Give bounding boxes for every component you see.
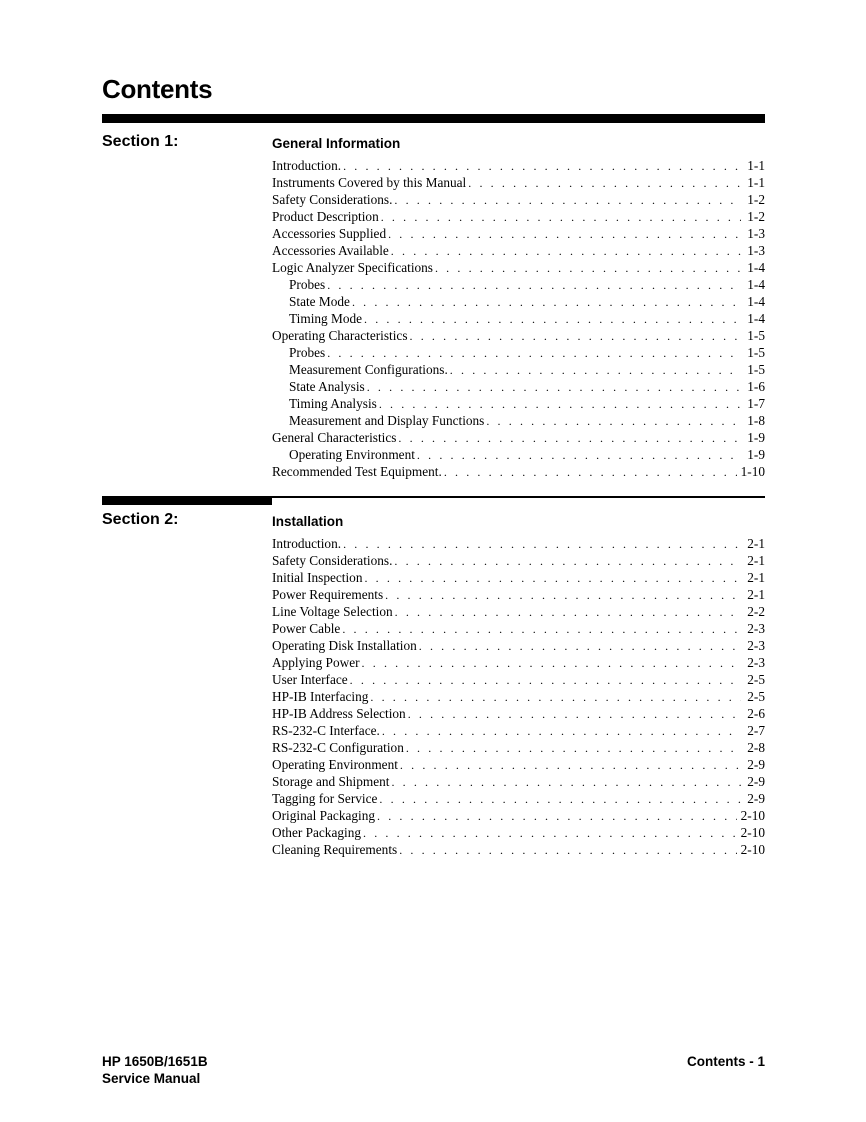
page-title: Contents [102,74,213,104]
toc-entry-label: RS-232-C Configuration [272,740,404,755]
toc-entry-page: 1-7 [747,396,765,411]
toc-entry[interactable] [272,191,765,208]
toc-entry-label: Accessories Available [272,243,389,258]
toc-entry-label: Measurement and Display Functions [289,413,485,428]
toc-leader-dots [391,774,741,791]
toc-entry-label: General Characteristics [272,430,397,445]
toc-entry-page: 1-10 [740,464,765,479]
toc-entry-page: 2-3 [747,655,765,670]
toc-entry-label: Other Packaging [272,825,361,840]
toc-entry-label: Introduction. [272,158,342,173]
toc-leader-dots [391,243,741,260]
toc-entry-page: 1-9 [747,430,765,445]
toc-entry[interactable] [272,225,765,242]
toc-entry[interactable] [272,395,765,412]
toc-entry[interactable] [272,157,765,174]
toc-entry-label: Measurement Configurations. [289,362,448,377]
toc-leader-dots [382,723,741,740]
section-2-label: Section 2: [102,511,179,528]
toc-entry[interactable] [272,242,765,259]
toc-entry-label: Power Requirements [272,587,384,602]
toc-entry[interactable] [272,293,765,310]
toc-entry-label: Operating Environment [272,757,398,772]
toc-entry[interactable] [272,841,765,858]
section-2-rule-thick [102,496,272,505]
toc-entry-label: Original Packaging [272,808,376,823]
toc-entry[interactable] [272,361,765,378]
toc-leader-dots [435,260,741,277]
toc-leader-dots [327,345,741,362]
toc-entry-label: HP-IB Interfacing [272,689,369,704]
toc-entry-label: Timing Analysis [289,396,377,411]
toc-leader-dots [385,587,741,604]
toc-entry-page: 2-1 [747,570,765,585]
toc-entry[interactable] [272,412,765,429]
toc-entry-page: 2-3 [747,638,765,653]
toc-leader-dots [408,706,741,723]
toc-entry[interactable] [272,739,765,756]
toc-leader-dots [342,621,741,638]
toc-leader-dots [377,808,737,825]
toc-entry-label: State Mode [289,294,350,309]
toc-entry-page: 1-3 [747,226,765,241]
toc-leader-dots [364,570,741,587]
toc-entry-page: 2-3 [747,621,765,636]
toc-leader-dots [400,757,741,774]
toc-leader-dots [410,328,741,345]
toc-entry[interactable] [272,603,765,620]
toc-leader-dots [379,396,741,413]
toc-leader-dots [419,638,741,655]
toc-leader-dots [379,791,741,808]
section-2-heading: Installation [272,514,344,529]
toc-entry[interactable] [272,773,765,790]
toc-leader-dots [350,672,741,689]
toc-entry[interactable] [272,790,765,807]
toc-entry-page: 1-4 [747,294,765,309]
toc-leader-dots [352,294,741,311]
toc-entry-label: State Analysis [289,379,365,394]
toc-entry-page: 1-5 [747,328,765,343]
toc-leader-dots [381,209,741,226]
toc-entry-page: 2-5 [747,672,765,687]
toc-leader-dots [486,413,741,430]
toc-entry-page: 2-10 [740,842,765,857]
toc-entry-page: 2-10 [740,825,765,840]
toc-leader-dots [370,689,741,706]
toc-entry-label: Safety Considerations. [272,553,393,568]
toc-entry[interactable] [272,637,765,654]
toc-entry-page: 2-7 [747,723,765,738]
toc-entry[interactable] [272,705,765,722]
toc-entry-label: User Interface [272,672,348,687]
toc-entry[interactable] [272,535,765,552]
toc-entry[interactable] [272,569,765,586]
toc-entry-label: RS-232-C Interface. [272,723,380,738]
toc-entry-label: Initial Inspection [272,570,363,585]
toc-entry-page: 1-2 [747,209,765,224]
toc-entry-label: Probes [289,277,326,292]
toc-entry-label: Applying Power [272,655,360,670]
toc-entry[interactable] [272,756,765,773]
toc-entry-label: Timing Mode [289,311,363,326]
toc-entry-label: Logic Analyzer Specifications [272,260,433,275]
toc-entry[interactable] [272,807,765,824]
toc-entry-label: Instruments Covered by this Manual [272,175,467,190]
toc-entry-page: 1-4 [747,260,765,275]
toc-entry[interactable] [272,722,765,739]
section-2-toc [272,535,765,858]
toc-entry-page: 1-9 [747,447,765,462]
toc-entry-label: Power Cable [272,621,341,636]
toc-entry-page: 1-5 [747,345,765,360]
toc-leader-dots [394,192,741,209]
toc-entry[interactable] [272,276,765,293]
toc-entry[interactable] [272,429,765,446]
toc-entry-page: 1-4 [747,311,765,326]
toc-leader-dots [406,740,741,757]
toc-entry[interactable] [272,688,765,705]
toc-leader-dots [450,362,741,379]
toc-leader-dots [417,447,741,464]
toc-entry[interactable] [272,671,765,688]
section-2-rule-thin [272,496,765,498]
toc-leader-dots [395,604,741,621]
toc-entry-label: Operating Environment [289,447,415,462]
toc-leader-dots [444,464,737,481]
toc-entry-page: 2-1 [747,553,765,568]
footer-model: HP 1650B/1651B [102,1054,208,1069]
toc-entry-label: Probes [289,345,326,360]
title-rule [102,114,765,123]
toc-entry-label: Line Voltage Selection [272,604,393,619]
toc-leader-dots [343,158,741,175]
toc-entry[interactable] [272,378,765,395]
toc-entry[interactable] [272,824,765,841]
toc-leader-dots [343,536,741,553]
section-1-label: Section 1: [102,133,179,150]
footer-page-label: Contents - 1 [686,1054,765,1069]
toc-entry[interactable] [272,344,765,361]
toc-entry[interactable] [272,327,765,344]
toc-entry[interactable] [272,310,765,327]
toc-entry-label: Accessories Supplied [272,226,387,241]
toc-leader-dots [364,311,741,328]
toc-leader-dots [394,553,741,570]
footer-left [102,1053,208,1087]
toc-entry-label: Cleaning Requirements [272,842,398,857]
toc-entry-page: 2-5 [747,689,765,704]
toc-entry-page: 1-2 [747,192,765,207]
toc-entry[interactable] [272,654,765,671]
toc-leader-dots [362,655,741,672]
toc-entry-label: Tagging for Service [272,791,378,806]
toc-entry-label: Introduction. [272,536,342,551]
toc-entry-page: 1-8 [747,413,765,428]
toc-leader-dots [363,825,737,842]
toc-entry-page: 2-10 [740,808,765,823]
toc-entry[interactable] [272,620,765,637]
toc-entry-page: 2-2 [747,604,765,619]
toc-leader-dots [367,379,741,396]
toc-entry-label: HP-IB Address Selection [272,706,406,721]
toc-leader-dots [399,842,736,859]
toc-entry-label: Operating Characteristics [272,328,408,343]
toc-entry-page: 1-3 [747,243,765,258]
toc-entry-page: 2-9 [747,791,765,806]
toc-entry-page: 2-9 [747,757,765,772]
toc-entry-label: Safety Considerations. [272,192,393,207]
toc-entry-page: 2-6 [747,706,765,721]
toc-entry-page: 2-1 [747,536,765,551]
toc-leader-dots [388,226,741,243]
toc-entry-label: Operating Disk Installation [272,638,417,653]
section-1-heading: General Information [272,136,401,151]
toc-entry-page: 1-4 [747,277,765,292]
toc-entry-label: Product Description [272,209,379,224]
toc-entry-page: 2-1 [747,587,765,602]
toc-entry-page: 2-8 [747,740,765,755]
toc-entry-label: Storage and Shipment [272,774,390,789]
toc-entry[interactable] [272,174,765,191]
toc-entry[interactable] [272,208,765,225]
toc-entry[interactable] [272,552,765,569]
footer-manual: Service Manual [102,1071,201,1086]
toc-entry-page: 1-1 [747,175,765,190]
toc-entry[interactable] [272,259,765,276]
toc-entry-label: Recommended Test Equipment. [272,464,442,479]
toc-entry[interactable] [272,586,765,603]
toc-entry[interactable] [272,446,765,463]
toc-leader-dots [468,175,741,192]
toc-leader-dots [398,430,741,447]
toc-entry-page: 1-1 [747,158,765,173]
section-1-toc [272,157,765,480]
toc-entry-page: 1-6 [747,379,765,394]
toc-leader-dots [327,277,741,294]
toc-entry-page: 2-9 [747,774,765,789]
toc-entry[interactable] [272,463,765,480]
toc-entry-page: 1-5 [747,362,765,377]
